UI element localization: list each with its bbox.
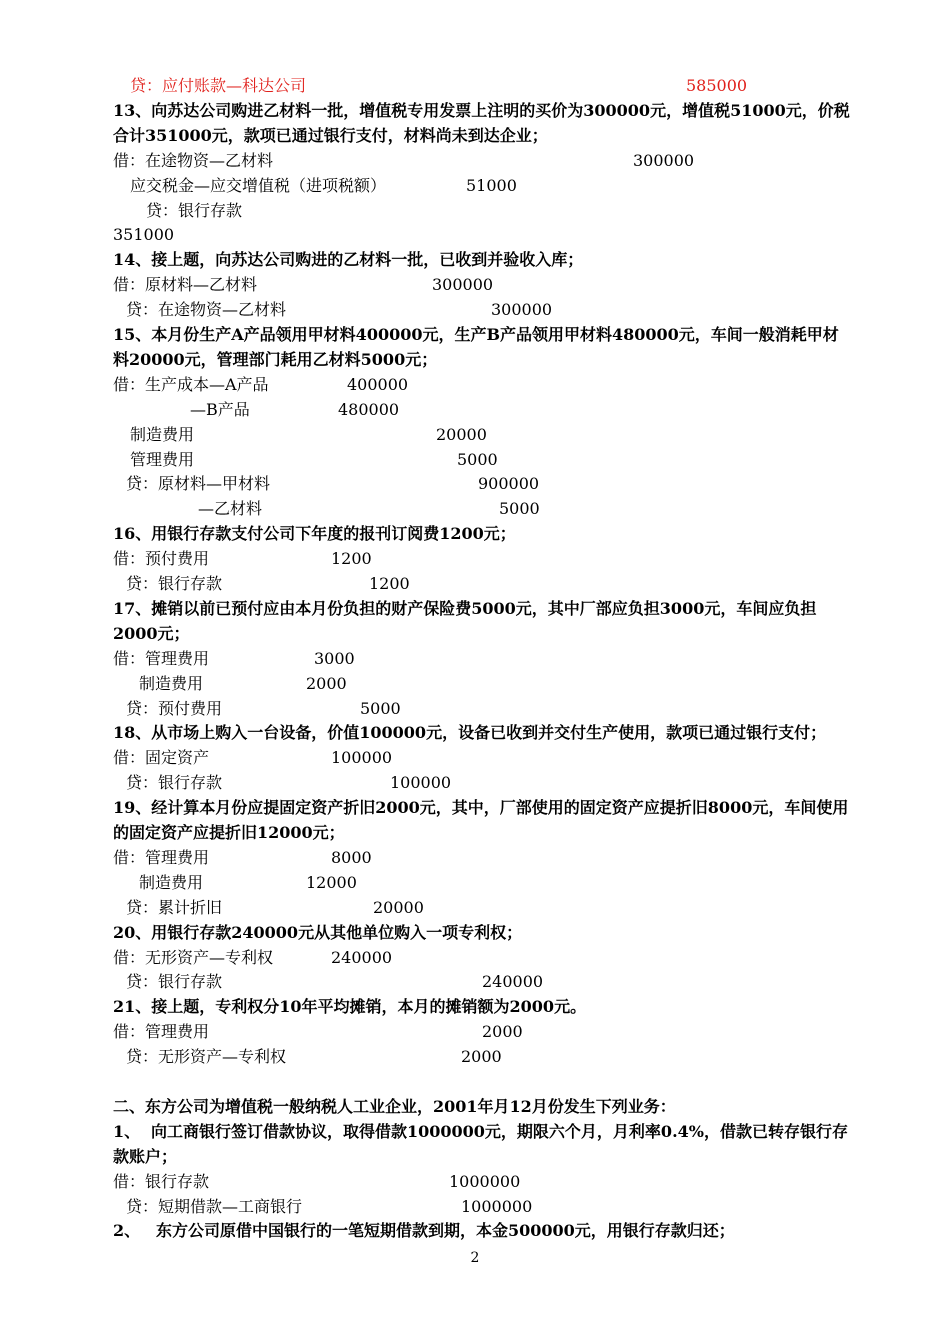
line-text: 制造费用 xyxy=(130,424,195,444)
line-text: 贷：银行存款 xyxy=(126,972,223,992)
text-line xyxy=(0,871,950,895)
line-text: 17、摊销以前已预付应由本月份负担的财产保险费5000元，其中厂部应负担3000元，车间应负担 xyxy=(113,598,817,618)
amount-text: 2000 xyxy=(461,1047,502,1067)
line-text: 借：生产成本—A产品 xyxy=(113,374,269,394)
text-line xyxy=(0,248,950,272)
amount-text: 100000 xyxy=(331,748,393,768)
text-line xyxy=(0,174,950,198)
line-text: 借：管理费用 xyxy=(113,847,210,867)
amount-text: 100000 xyxy=(390,773,452,793)
line-text: 贷：在途物资—乙材料 xyxy=(126,300,287,320)
amount-text: 51000 xyxy=(466,175,517,195)
line-text: 的固定资产应提折旧12000元； xyxy=(113,823,345,842)
line-text: 贷：银行存款 xyxy=(126,773,223,793)
text-line xyxy=(0,373,950,397)
line-text: 19、经计算本月份应提固定资产折旧2000元，其中，厂部使用的固定资产应提折旧8000元，车间使用 xyxy=(113,798,849,818)
line-text: 贷：无形资产—专利权 xyxy=(126,1047,287,1067)
line-text: 16、用银行存款支付公司下年度的报刊订阅费1200元； xyxy=(113,524,516,544)
line-text: 借：在途物资—乙材料 xyxy=(113,150,274,170)
line-text: 管理费用 xyxy=(130,449,195,469)
text-line xyxy=(0,1120,950,1144)
text-line xyxy=(0,522,950,546)
amount-text: 1200 xyxy=(331,549,372,569)
text-line xyxy=(0,921,950,945)
line-text: 15、本月份生产A产品领用甲材料400000元，生产B产品领用甲材料480000元，车间一般消耗甲材 xyxy=(113,325,839,344)
line-text: 贷：银行存款 xyxy=(126,574,223,593)
text-line xyxy=(0,124,950,148)
line-text: 二、东方公司为增值税一般纳税人工业企业，2001年月12月份发生下列业务： xyxy=(113,1096,676,1116)
text-line xyxy=(0,771,950,795)
line-text: 借：固定资产 xyxy=(113,748,210,768)
line-text: 14、接上题，向苏达公司购进的乙材料一批，已收到并验收入库； xyxy=(113,250,584,270)
text-line xyxy=(0,1170,950,1194)
text-line xyxy=(0,896,950,920)
amount-text: 1200 xyxy=(369,574,410,593)
line-text: 贷：短期借款—工商银行 xyxy=(126,1196,303,1216)
text-line xyxy=(0,796,950,820)
line-text: 贷：原材料—甲材料 xyxy=(126,474,271,494)
text-line xyxy=(0,1145,950,1169)
text-line xyxy=(0,672,950,696)
line-text: 20、用银行存款240000元从其他单位购入一项专利权； xyxy=(113,922,523,942)
text-line xyxy=(0,423,950,447)
text-line xyxy=(0,1020,950,1044)
text-line xyxy=(0,697,950,721)
text-line xyxy=(0,547,950,571)
text-line xyxy=(0,1070,950,1094)
line-text: 借：原材料—乙材料 xyxy=(113,275,258,295)
amount-text: 1000000 xyxy=(461,1196,533,1216)
amount-text: 240000 xyxy=(331,947,393,967)
text-line xyxy=(0,970,950,994)
text-line xyxy=(0,99,950,123)
amount-text: 20000 xyxy=(436,424,487,444)
text-line xyxy=(0,199,950,223)
line-text: 1、 xyxy=(113,1121,141,1141)
line-text: 21、接上题，专利权分10年平均摊销，本月的摊销额为2000元。 xyxy=(113,997,587,1017)
amount-text: 20000 xyxy=(373,897,424,917)
text-line xyxy=(0,273,950,297)
text-line xyxy=(0,721,950,745)
text-line xyxy=(0,1195,950,1219)
text-line xyxy=(0,597,950,621)
line-text: 借：管理费用 xyxy=(113,648,210,668)
amount-text: 5000 xyxy=(499,499,540,519)
amount-text: 480000 xyxy=(338,399,400,419)
amount-text: 240000 xyxy=(482,972,544,992)
text-line xyxy=(0,946,950,970)
text-line xyxy=(0,572,950,596)
text-line xyxy=(0,647,950,671)
amount-text: 向工商银行签订借款协议，取得借款1000000元，期限六个月，月利率0.4%，借款已转存银行存 xyxy=(151,1121,848,1141)
line-text: 贷：应付账款—科达公司 xyxy=(130,76,307,95)
line-text: 款账户； xyxy=(113,1146,178,1166)
amount-text: 5000 xyxy=(360,698,401,718)
amount-text: 2000 xyxy=(482,1022,523,1042)
text-line xyxy=(0,1219,950,1243)
line-text: —乙材料 xyxy=(198,499,263,519)
amount-text: 585000 xyxy=(686,76,748,95)
amount-text: 东方公司原借中国银行的一笔短期借款到期，本金500000元，用银行存款归还； xyxy=(156,1221,735,1241)
amount-text: 5000 xyxy=(457,449,498,469)
amount-text: 300000 xyxy=(432,275,494,295)
text-line xyxy=(0,298,950,322)
line-text: 借：无形资产—专利权 xyxy=(113,947,274,967)
line-text: 贷：累计折旧 xyxy=(126,897,223,917)
text-line xyxy=(0,622,950,646)
text-line xyxy=(0,323,950,347)
amount-text: 3000 xyxy=(314,648,355,668)
amount-text: 12000 xyxy=(306,872,357,892)
amount-text: 300000 xyxy=(633,150,695,170)
amount-text: 900000 xyxy=(478,474,540,494)
amount-text: 2000 xyxy=(306,673,347,693)
text-line xyxy=(0,348,950,372)
line-text: 贷：预付费用 xyxy=(126,698,223,718)
line-text: 制造费用 xyxy=(139,673,204,693)
text-line xyxy=(0,472,950,496)
line-text: 13、向苏达公司购进乙材料一批，增值税专用发票上注明的买价为300000元，增值税51000元，价税 xyxy=(113,100,850,120)
line-text: —B产品 xyxy=(190,399,250,419)
line-text: 料20000元，管理部门耗用乙材料5000元； xyxy=(113,349,438,369)
text-line xyxy=(0,821,950,845)
amount-text: 8000 xyxy=(331,847,372,867)
text-line xyxy=(0,149,950,173)
text-line xyxy=(0,995,950,1019)
text-line xyxy=(0,223,950,247)
text-line xyxy=(0,846,950,870)
text-line xyxy=(0,448,950,472)
amount-text: 1000000 xyxy=(449,1171,521,1191)
amount-text: 300000 xyxy=(491,300,553,320)
text-line xyxy=(0,398,950,422)
text-line xyxy=(0,74,950,98)
line-text: 制造费用 xyxy=(139,872,204,892)
line-text: 合计351000元，款项已通过银行支付，材料尚未到达企业； xyxy=(113,125,548,145)
line-text: 借：银行存款 xyxy=(113,1171,210,1191)
text-line xyxy=(0,746,950,770)
amount-text: 400000 xyxy=(347,374,409,394)
page-number: 2 xyxy=(470,1250,480,1266)
line-text: 借：管理费用 xyxy=(113,1022,210,1042)
line-text: 351000 xyxy=(113,225,175,245)
line-text: 应交税金—应交增值税（进项税额） xyxy=(130,175,387,195)
line-text: 借：预付费用 xyxy=(113,549,210,569)
text-line xyxy=(0,497,950,521)
text-line xyxy=(0,1045,950,1069)
line-text: 2000元； xyxy=(113,623,190,643)
line-text: 2、 xyxy=(113,1221,141,1241)
text-line xyxy=(0,1095,950,1119)
line-text: 18、从市场上购入一台设备，价值100000元，设备已收到并交付生产使用，款项已通过银行支付； xyxy=(113,723,827,743)
line-text: 贷：银行存款 xyxy=(146,200,243,220)
